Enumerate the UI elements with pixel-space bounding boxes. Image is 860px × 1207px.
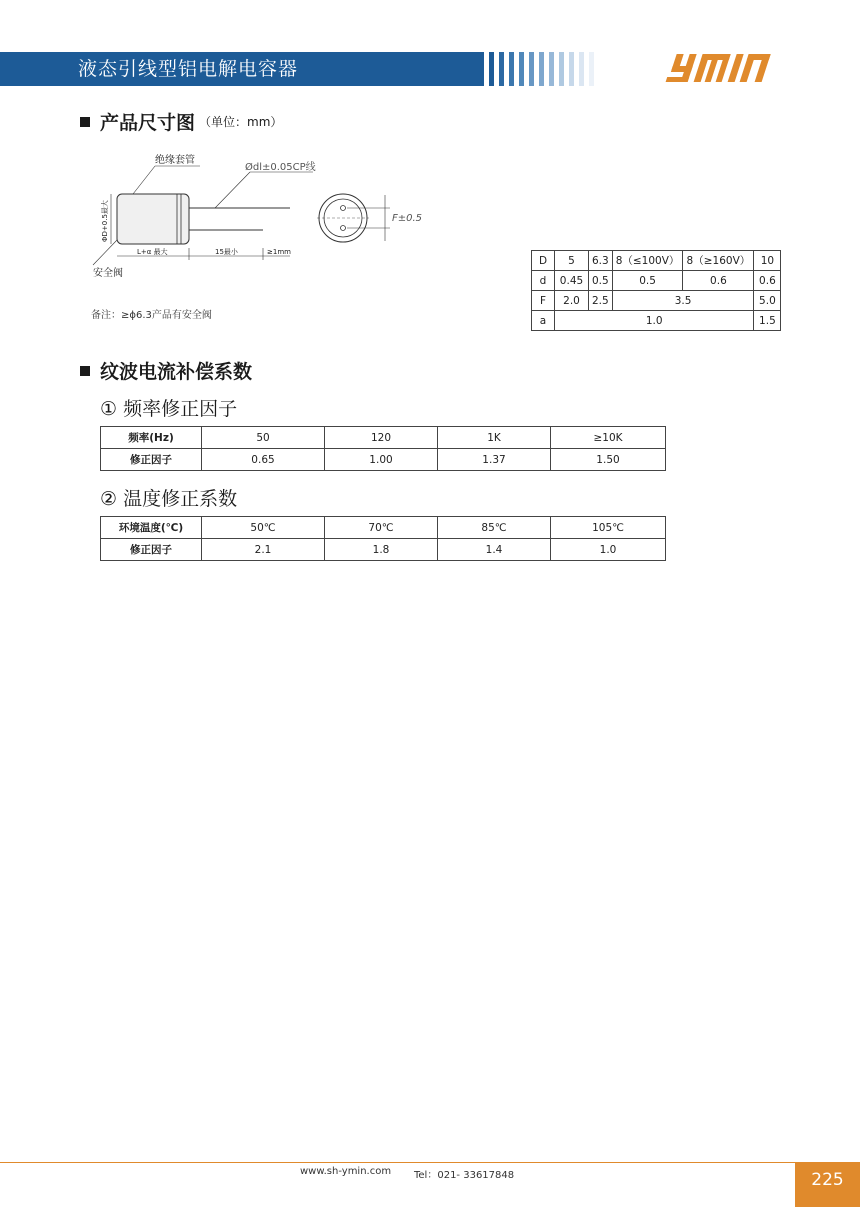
table-cell: 修正因子 bbox=[101, 449, 202, 471]
table-cell: F bbox=[532, 291, 555, 311]
bullet-square bbox=[80, 366, 90, 376]
table-cell: 105℃ bbox=[551, 517, 666, 539]
wire-label: Ødl±0.05CP线 bbox=[245, 162, 316, 173]
table-cell: 8（≤100V） bbox=[612, 251, 683, 271]
table-row bbox=[101, 539, 666, 561]
table-cell: 2.1 bbox=[202, 539, 325, 561]
table-cell: D bbox=[532, 251, 555, 271]
table-cell: 1.0 bbox=[551, 539, 666, 561]
table-cell: 70℃ bbox=[325, 517, 438, 539]
table-row bbox=[532, 311, 781, 331]
length-label: L+α 最大 bbox=[137, 248, 168, 256]
table-cell: 0.6 bbox=[683, 271, 754, 291]
table-cell: 1.37 bbox=[438, 449, 551, 471]
table-cell: 0.45 bbox=[555, 271, 589, 291]
table-cell: 120 bbox=[325, 427, 438, 449]
safety-valve-label: 安全阀 bbox=[93, 268, 123, 279]
table-row bbox=[101, 427, 666, 449]
gap-label: ≥1mm bbox=[267, 248, 291, 256]
footer-divider bbox=[0, 1162, 795, 1163]
section-unit: （单位：mm） bbox=[199, 115, 283, 129]
table-cell: 1.5 bbox=[754, 311, 781, 331]
table-cell: 1.00 bbox=[325, 449, 438, 471]
table-cell: 85℃ bbox=[438, 517, 551, 539]
table-row bbox=[532, 291, 781, 311]
page-title: 液态引线型铝电解电容器 bbox=[78, 58, 299, 80]
table-cell: 频率(Hz) bbox=[101, 427, 202, 449]
table-cell: 0.5 bbox=[612, 271, 683, 291]
table-cell: 0.6 bbox=[754, 271, 781, 291]
temp-table bbox=[100, 516, 666, 561]
temp-subtitle: ② 温度修正系数 bbox=[100, 488, 238, 510]
dimension-table bbox=[531, 250, 781, 331]
table-cell: 50℃ bbox=[202, 517, 325, 539]
table-cell: 6.3 bbox=[589, 251, 613, 271]
table-cell: ≥10K bbox=[551, 427, 666, 449]
bullet-square bbox=[80, 117, 90, 127]
sleeve-label: 绝缘套管 bbox=[155, 155, 195, 166]
table-row bbox=[532, 251, 781, 271]
table-cell: 5.0 bbox=[754, 291, 781, 311]
diameter-label: ΦD+0.5最大 bbox=[101, 200, 109, 242]
dimension-drawing bbox=[85, 150, 445, 290]
footer-website: www.sh-ymin.com bbox=[300, 1166, 392, 1177]
table-cell: 3.5 bbox=[612, 291, 754, 311]
table-cell: 2.0 bbox=[555, 291, 589, 311]
table-cell: 1K bbox=[438, 427, 551, 449]
table-row bbox=[101, 449, 666, 471]
table-cell: 1.50 bbox=[551, 449, 666, 471]
freq-subtitle: ① 频率修正因子 bbox=[100, 398, 238, 420]
table-row bbox=[532, 271, 781, 291]
freq-table bbox=[100, 426, 666, 471]
note-text: 备注：≥ϕ6.3产品有安全阀 bbox=[91, 310, 212, 321]
page-number: 225 bbox=[795, 1162, 860, 1207]
section-dimensions-heading bbox=[80, 108, 282, 135]
table-cell: 0.65 bbox=[202, 449, 325, 471]
pitch-label: F±0.5 bbox=[392, 213, 423, 224]
footer-phone: Tel：021- 33617848 bbox=[414, 1170, 515, 1181]
section-title: 纹波电流补偿系数 bbox=[100, 361, 253, 383]
table-cell: 1.0 bbox=[555, 311, 754, 331]
lead-length-label: 15最小 bbox=[215, 248, 238, 256]
table-cell: 10 bbox=[754, 251, 781, 271]
table-cell: 0.5 bbox=[589, 271, 613, 291]
table-cell: 环境温度(℃) bbox=[101, 517, 202, 539]
section-title: 产品尺寸图 bbox=[100, 112, 196, 134]
table-cell: 1.8 bbox=[325, 539, 438, 561]
ymin-logo bbox=[664, 50, 784, 88]
table-row bbox=[101, 517, 666, 539]
table-cell: 50 bbox=[202, 427, 325, 449]
section-ripple-heading bbox=[80, 357, 252, 384]
table-cell: a bbox=[532, 311, 555, 331]
table-cell: 1.4 bbox=[438, 539, 551, 561]
table-cell: d bbox=[532, 271, 555, 291]
table-cell: 5 bbox=[555, 251, 589, 271]
table-cell: 修正因子 bbox=[101, 539, 202, 561]
table-cell: 8（≥160V） bbox=[683, 251, 754, 271]
header-stripes bbox=[489, 52, 609, 86]
table-cell: 2.5 bbox=[589, 291, 613, 311]
